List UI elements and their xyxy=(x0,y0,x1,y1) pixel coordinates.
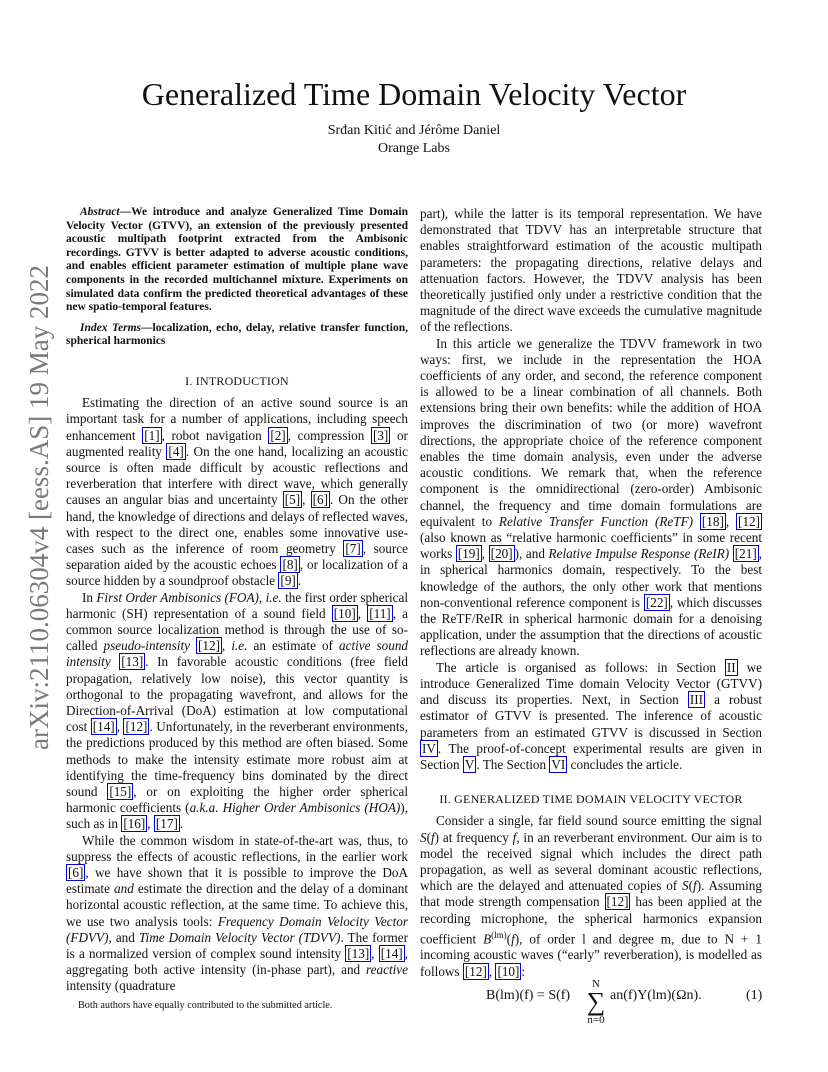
sigma-symbol: ∑ xyxy=(586,987,606,1016)
equation-number: (1) xyxy=(746,988,763,1003)
sum-upper: N xyxy=(592,978,600,990)
index-terms-text: —localization, echo, delay, relative transfer function, spherical harmonics xyxy=(66,321,408,348)
intro-paragraph-1: Estimating the direction of an active sound source is an important task for a number of applications, including speech enhancement [1] , robot navigation [2] , compression [3] or augmented reality [4] . On the one hand, localizing an acoustic source is often made difficult by acoustic reflections and reverberation that interfere with direct wave, which generally causes an angular bias and uncertainty [5] , [6] . On the other hand, the knowledge of directions and delays of reflected waves, with respect to the direct one, enables some innovative use-cases such as the inference of room geometry [7] , source separation aided by the acoustic echoes [8] , or localization of a source hidden by a soundproof obstacle [9] . xyxy=(66,395,409,589)
affiliation: Orange Labs xyxy=(378,141,450,156)
abstract-label: Abstract xyxy=(80,206,120,218)
right-column xyxy=(420,206,762,980)
intro-paragraph-3-cont: part), while the latter is its temporal representation. We have demonstrated that TDVV has an interpretable structure that enables straightforward estimation of the acoustic multipath parameters: the propagating directions, relative delays and attenuation factors. However, the TDVV analysis has been theoretically justified only under a restrictive condition that the magnitude of the direct wave exceeds the cumulative magnitude of the reflections. xyxy=(420,206,762,335)
arxiv-stamp-text: arXiv:2110.06304v4 [eess.AS] 19 May 2022 xyxy=(24,265,54,750)
summation xyxy=(584,978,608,1026)
arxiv-stamp-svg xyxy=(4,240,64,760)
section2-paragraph-1: Consider a single, far field sound source emitting the signal S(f) at frequency f, in an reverberant environment. Our aim is to model the received signal which includes the direct path propagation, as well as several dominant acoustic reflections, which are the delayed and attenuated copies of S(f). Assuming that mode strength compensation [12] has been applied at the recording microphone, the spherical harmonics expansion coefficient $B^{(lm)}(f)$, of order l and degree m, due to N + 1 incoming acoustic waves (“early” reverberation), is modelled as follows [12] , [10] : xyxy=(420,813,763,979)
arxiv-side-stamp xyxy=(4,240,64,760)
index-terms-label: Index Terms xyxy=(80,321,141,334)
abstract xyxy=(66,206,408,315)
equation-1 xyxy=(486,978,766,1026)
intro-paragraph-3: While the common wisdom in state-of-the-art was, thus, to suppress the effects of acoustic reflections, in the earlier work [6] , we have shown that it is possible to improve the DoA estimate and estimate the direction and the delay of a dominant horizontal acoustic reflection, at the same time. To achieve this, we use two analysis tools: Frequency Domain Velocity Vector (FDVV), and Time Domain Velocity Vector (TDVV). The former is a normalized version of complex sound intensity [13] , [14] , aggregating both active intensity (in-phase part), and reactive intensity (quadrature xyxy=(66,832,408,994)
index-terms xyxy=(66,322,408,349)
paper-title: Generalized Time Domain Velocity Vector xyxy=(141,76,687,112)
footnote: Both authors have equally contributed to the submitted article. xyxy=(78,1000,333,1011)
author-block xyxy=(0,122,828,158)
section-2-heading: II. GENERALIZED TIME DOMAIN VELOCITY VECTOR xyxy=(439,792,743,807)
sum-lower: n=0 xyxy=(587,1014,605,1026)
equation-rhs: an(f)Y(lm)(Ωn). xyxy=(610,988,702,1003)
left-column xyxy=(66,206,408,995)
intro-paragraph-5: The article is organised as follows: in Section II we introduce Generalized Time domain Velocity Vector (GTVV) and discuss its properties. Next, in Section III a robust estimator of GTVV is presented. The inference of acoustic parameters from an estimated GTVV is discussed in Section IV . The proof-of-concept experimental results are given in Section V . The Section VI concludes the article. xyxy=(420,659,763,772)
equation-lhs: B(lm)(f) = S(f) xyxy=(486,988,571,1003)
section-1-heading: I. INTRODUCTION xyxy=(185,373,289,388)
authors: Srđan Kitić and Jérôme Daniel xyxy=(327,123,501,138)
intro-paragraph-4: In this article we generalize the TDVV framework in two ways: first, we include in the representation the HOA coefficients of any order, and second, the reference component is allowed to be a linear combination of all channels. Both extensions bring their own benefits: while the addition of HOA improves the discrimination of two (or more) wavefront directions, the appropriate choice of the reference component enables the time domain analysis, even under the adverse acoustic conditions. We remark that, when the reference component is the omnidirectional (zero-order) Ambisonic channel, the frequency and time domain formulations are equivalent to Relative Transfer Function (ReTF) [18] , [12] (also known as “relative harmonic coefficients” in some recent works [19] , [20] ), and Relative Impulse Response (ReIR) [21] , in spherical harmonics domain, respectively. To the best knowledge of the authors, the only other work that mentions non-conventional reference component is [22] , which discusses the ReTF/ReIR in spherical harmonic domain for a denoising application, under the assumption that the directions of acoustic reflections are already known. xyxy=(420,335,763,659)
intro-paragraph-2: In First Order Ambisonics (FOA), i.e. the first order spherical harmonic (SH) representation of a sound field [10] , [11] , a common source localization method is through the use of so-called pseudo-intensity [12] , i.e. an estimate of active sound intensity [13] . In favorable acoustic conditions (free field propagation, relatively low noise), this vector quantity is orthogonal to the propagating wavefront, and allows for the Direction-of-Arrival (DoA) estimation at low computational cost [14] , [12] . Unfortunately, in the reverberant environments, the predictions produced by this method are often biased. Some methods to make the intensity estimate more robust aim at identifying the time-frequency bins dominated by the direct sound [15] , or on exploiting the higher order spherical harmonic coefficients (a.k.a. Higher Order Ambisonics (HOA)), such as in [16] , [17] . xyxy=(66,589,409,832)
abstract-text: —We introduce and analyze Generalized Time Domain Velocity Vector (GTVV), an extension of the previously presented acoustic multipath footprint extracted from the Ambisonic recordings. GTVV is better adapted to adverse acoustic conditions, and enables efficient parameter estimation of multiple plane wave components in the recorded multichannel mixture. Experiments on simulated data confirm the predicted theoretical advantages of these new spatio-temporal features. xyxy=(66,206,408,314)
